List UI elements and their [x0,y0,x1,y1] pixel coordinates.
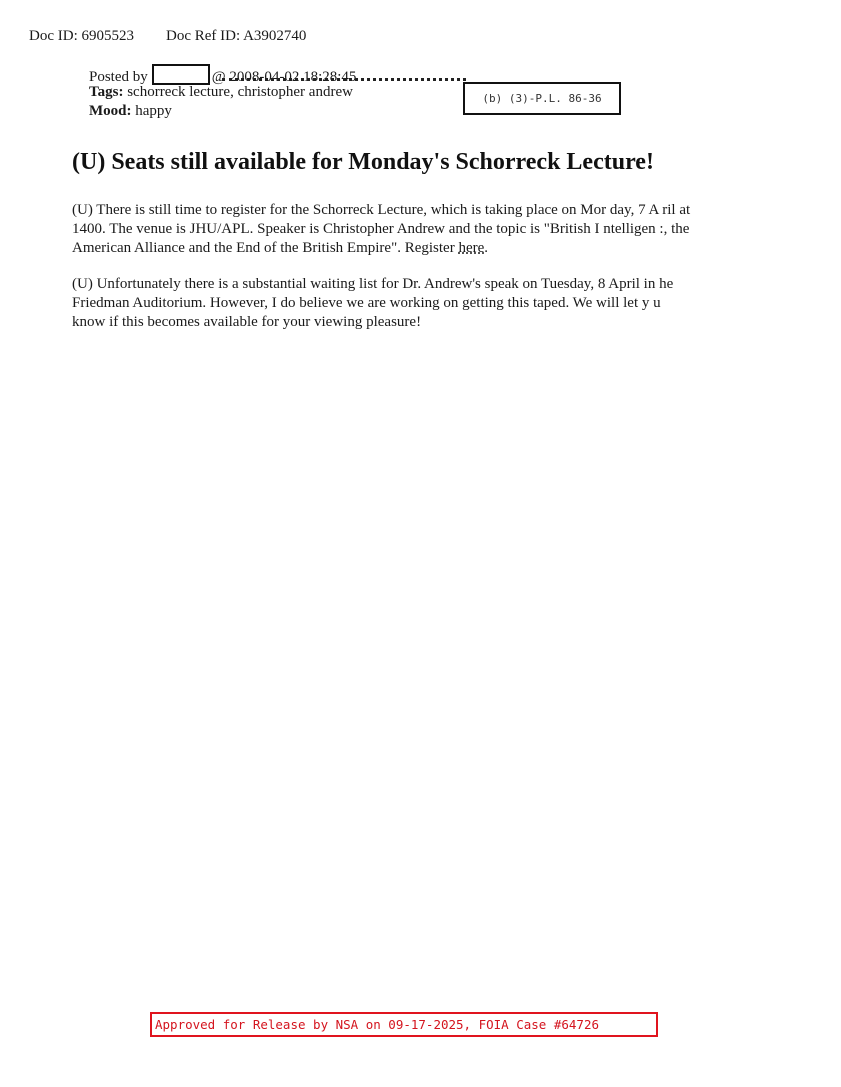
paragraph-line: (U) Unfortunately there is a substantial waiting list for Dr. Andrew's speak on Tuesday, 8 April in he [72,276,674,292]
doc-id: Doc ID: 6905523 [29,28,134,44]
tags-line [89,84,353,101]
paragraph-line: 1400. The venue is JHU/APL. Speaker is Christopher Andrew and the topic is "British I ntelligen :, the [72,221,690,237]
paragraph-text: . [484,240,488,256]
exemption-stamp: (b) (3)-P.L. 86-36 [463,82,621,115]
release-stamp: Approved for Release by NSA on 09-17-2025, FOIA Case #64726 [150,1012,658,1037]
paragraph-text: American Alliance and the End of the British Empire". Register [72,240,459,256]
mood-label: Mood: [89,103,132,119]
register-link[interactable]: here [458,240,485,256]
paragraph-1 [72,201,772,258]
paragraph-line: Friedman Auditorium. However, I do believe we are working on getting this taped. We will let y u [72,295,661,311]
mood-line [89,103,172,120]
article-title: (U) Seats still available for Monday's Schorreck Lecture! [72,149,654,175]
redaction-box [152,64,210,85]
tags-label: Tags: [89,84,124,100]
posted-timestamp: @ 2008-04-02 18:28:45 [211,69,357,85]
paragraph-line: know if this becomes available for your viewing pleasure! [72,314,422,330]
paragraph-2 [72,275,772,332]
posted-by-label: Posted by [89,69,148,85]
paragraph-line: (U) There is still time to register for the Schorreck Lecture, which is taking place on Mor day, 7 A ril at [72,202,691,218]
paragraph-line [72,239,772,258]
tags-value: schorreck lecture, christopher andrew [123,84,353,100]
mood-value: happy [131,103,172,119]
doc-ref-id: Doc Ref ID: A3902740 [166,28,307,44]
